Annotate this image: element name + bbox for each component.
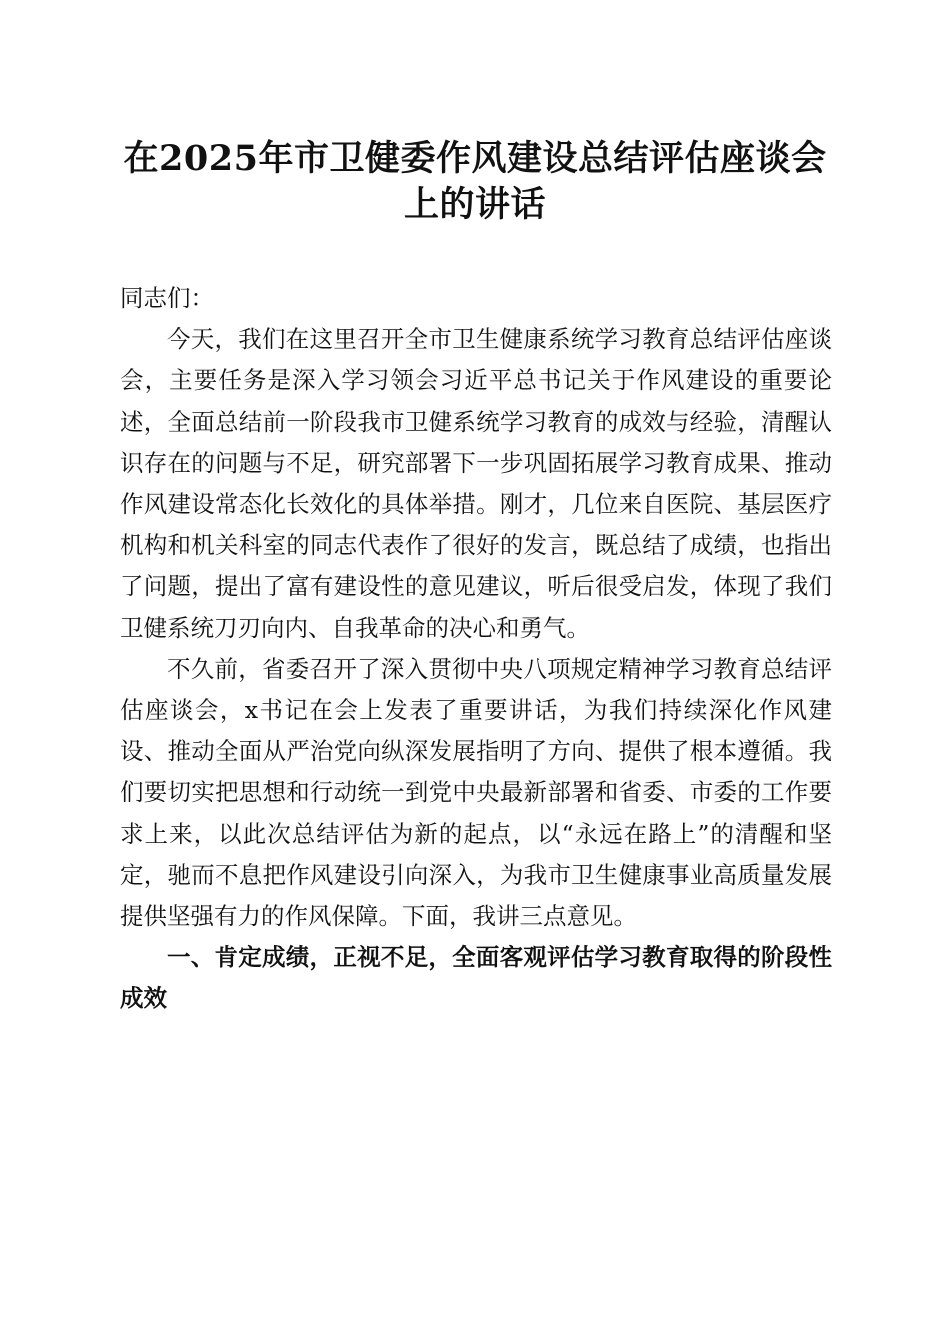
paragraph-1: 今天，我们在这里召开全市卫生健康系统学习教育总结评估座谈会，主要任务是深入学习领会习近平总书记关于作风建设的重要论述，全面总结前一阶段我市卫健系统学习教育的成效与经验，清醒认识存在的问题与不足，研究部署下一步巩固拓展学习教育成果、推动作风建设常态化长效化的具体举措。刚才，几位来自医院、基层医疗机构和机关科室的同志代表作了很好的发言，既总结了成绩，也指出了问题，提出了富有建设性的意见建议，听后很受启发，体现了我们卫健系统刀刃向内、自我革命的决心和勇气。	[120, 325, 832, 642]
document-body	[120, 278, 832, 1020]
paragraph-2: 不久前，省委召开了深入贯彻中央八项规定精神学习教育总结评估座谈会，x书记在会上发表了重要讲话，为我们持续深化作风建设、推动全面从严治党向纵深发展指明了方向、提供了根本遵循。我们要切实把思想和行动统一到党中央最新部署和省委、市委的工作要求上来，以此次总结评估为新的起点，以“永远在路上”的清醒和坚定，驰而不息把作风建设引向深入，为我市卫生健康事业高质量发展提供坚强有力的作风保障。下面，我讲三点意见。	[120, 654, 832, 931]
title-line-2: 上的讲话	[403, 184, 546, 225]
title-line-1: 在2025年市卫健委作风建设总结评估座谈会	[123, 138, 827, 179]
salutation: 同志们：	[120, 284, 214, 312]
document-title	[100, 136, 850, 228]
section-heading-1: 一、肯定成绩，正视不足，全面客观评估学习教育取得的阶段性成效	[120, 943, 832, 1013]
